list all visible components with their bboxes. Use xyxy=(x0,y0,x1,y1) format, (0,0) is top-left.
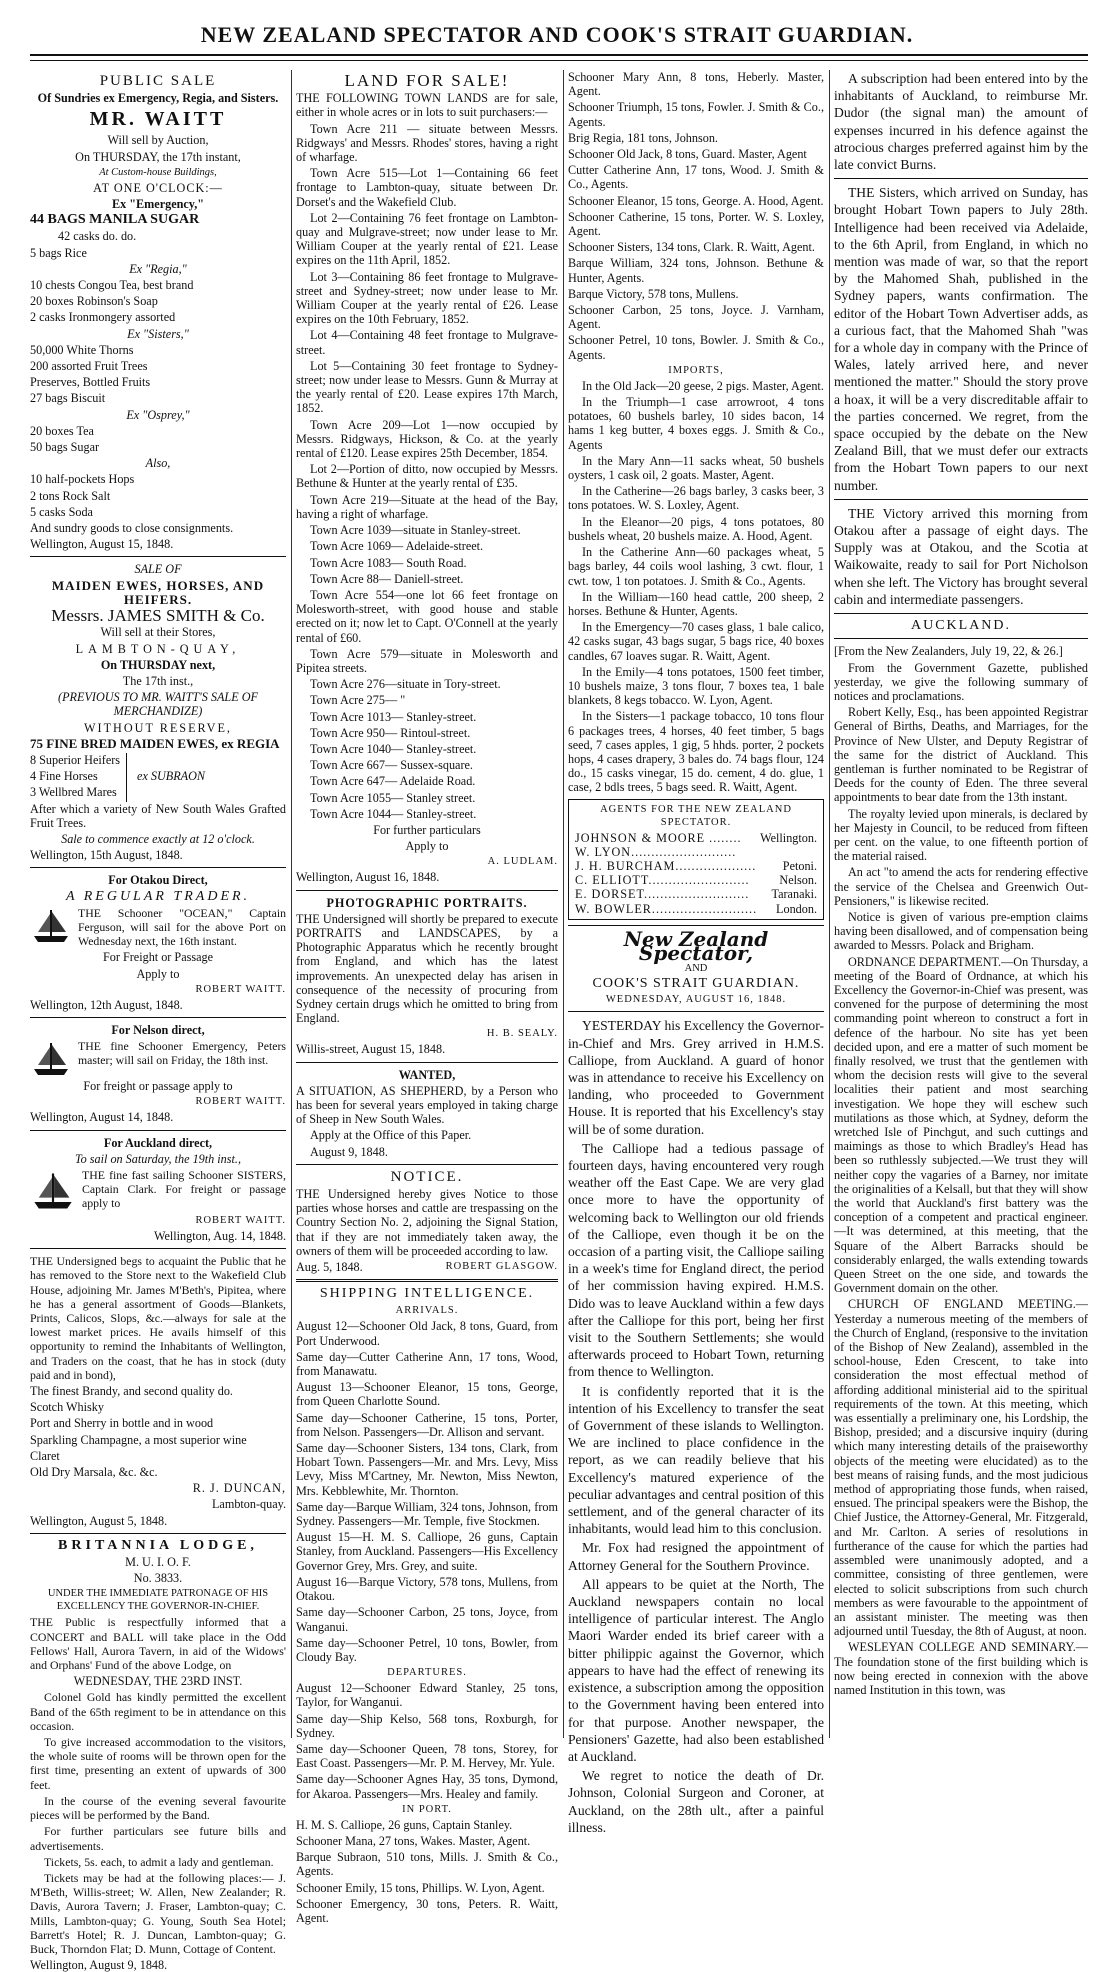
agent-row: JOHNSON & MOORE ........ Wellington. xyxy=(575,830,817,845)
news-para: WESLEYAN COLLEGE AND SEMINARY.—The foundation stone of the first building which is now being erected in connexion with the above named Institution in this town, was xyxy=(834,1640,1088,1697)
apply-to: Apply to xyxy=(136,966,180,981)
heifers-item: 8 Superior Heifers xyxy=(30,752,121,767)
acre-line: Town Acre 276—situate in Tory-street. xyxy=(310,677,501,692)
editorial xyxy=(568,1017,824,1836)
duncan-text: THE Undersigned begs to acquaint the Public that he has removed to the Store next to the Wakefield Club House, adjoining Mr. James M'Beth's, Pipitea, where he has a general assortment of Goods—Blankets, Prints, Calicos, Slops, &c.—always for sale at the lowest market prices. He avails himself of this opportunity to remind the Inhabitants of Wellington, and Traders on the coast, that he has in stock (duty paid and in bond), xyxy=(30,1254,286,1382)
photo-sig: H. B. SEALY. xyxy=(486,1028,558,1040)
arrival-item: August 13—Schooner Eleanor, 15 tons, George, from Queen Charlotte Sound. xyxy=(296,1380,558,1409)
agent-row: W. BOWLER.......................... London. xyxy=(575,901,817,916)
ocean-text: THE Schooner "OCEAN," Captain Ferguson, will sail for the above Port on Wednesday next, the 16th instant. xyxy=(78,905,286,949)
notice-text: THE Undersigned hereby gives Notice to those parties whose horses and cattle are trespassing on the Country Section No. 2, adjoining the Signal Station, that if they are not immediately taken away, the owners of them will be proceeded according to law. xyxy=(296,1187,558,1258)
agent-row: J. H. BURCHAM.................... Petoni. xyxy=(575,858,817,873)
arrival-item: Same day—Schooner Carbon, 25 tons, Joyce, from Wanganui. xyxy=(296,1605,558,1634)
acre-line: Town Acre 950— Rintoul-street. xyxy=(310,725,471,740)
emergency-ad xyxy=(30,1039,286,1079)
osprey-item: 20 boxes Tea xyxy=(30,423,94,438)
freight-line: For Freight or Passage xyxy=(102,950,213,965)
news-para: THE Sisters, which arrived on Sunday, has brought Hobart Town papers to July 28th. Intelligence had been received via Adelaide, to the 6th April, from England, in which no mention was made of war, so that the report by the Mahomed Shah, published in the Sydney papers, wants confirmation. The editor of the Hobart Town Advertiser adds, as a curious fact, that the Mahomed Shah "was for a whole day in company with the Prince of Wales, lately arrived here, and never mentioned the matter." Should the story prove a hoax, it will be a very discreditable affair to the parties concerned. We regret, from the space occupied by the debate on the New Zealand Bill, that we must defer our extracts from the Hobart Town papers to our next number. xyxy=(834,185,1088,493)
waitt-sig: ROBERT WAITT. xyxy=(195,983,286,995)
divider xyxy=(30,1130,286,1131)
land-title: LAND FOR SALE! xyxy=(344,71,510,90)
divider xyxy=(30,1533,286,1534)
regia-item: 2 casks Ironmongery assorted xyxy=(30,310,176,325)
land-para: Town Acre 219—Situate at the head of the Bay, having a right of wharfage. xyxy=(296,492,558,521)
arrival-item: August 15—H. M. S. Calliope, 26 guns, Captain Stanley, from Auckland. Passengers—His Excellency Governor Grey, Mrs. Grey, and suite. xyxy=(296,1530,558,1573)
acre-line: Town Acre 88— Daniell-street. xyxy=(310,571,464,586)
in-port-item: Schooner Mana, 27 tons, Wakes. Master, Agent. xyxy=(296,1833,531,1848)
departure-item: Same day—Schooner Agnes Hay, 35 tons, Dymond, for Akaroa. Passengers—Mrs. Healey and family. xyxy=(296,1772,558,1801)
in-port-item: Schooner Petrel, 10 tons, Bowler. J. Smith & Co., Agents. xyxy=(568,333,824,362)
ex-sisters: Ex "Sisters," xyxy=(127,326,189,341)
in-port-item: Schooner Mary Ann, 8 tons, Heberly. Master, Agent. xyxy=(568,70,824,99)
agent-row: E. DORSET.......................... Taranaki. xyxy=(575,887,817,902)
notice-title: NOTICE. xyxy=(390,1168,464,1185)
also-item: 2 tons Rock Salt xyxy=(30,488,111,503)
smith-date: Wellington, 15th August, 1848. xyxy=(30,848,183,863)
news-para: A subscription had been entered into by the inhabitants of Auckland, to reimburse Mr. Dudor (the signal man) the amount of expenses incurred in his defence against the atrocious charges preferred against him by the late convict Burns. xyxy=(834,71,1088,173)
after-line: After which a variety of New South Wales Grafted Fruit Trees. xyxy=(30,801,286,830)
arrivals-heading: ARRIVALS. xyxy=(395,1305,459,1317)
regular-trader: A REGULAR TRADER. xyxy=(65,888,251,904)
smith-stores: Will sell at their Stores, xyxy=(100,625,216,640)
acre-line: Town Acre 1039—situate in Stanley-street. xyxy=(310,523,521,538)
divider xyxy=(296,1279,558,1282)
sugar-line: 44 BAGS MANILA SUGAR xyxy=(30,212,200,228)
sale-date: On THURSDAY, the 17th instant, xyxy=(75,149,241,164)
land-para: Lot 4—Containing 48 feet frontage to Mulgrave-street. xyxy=(296,328,558,357)
divider xyxy=(30,1248,286,1249)
paper-and: AND xyxy=(684,963,708,975)
regia-item: 10 chests Congou Tea, best brand xyxy=(30,278,194,293)
land-para: Lot 2—Portion of ditto, now occupied by Messrs. Bethune & Hunter at the yearly rental of £35. xyxy=(296,462,558,491)
auckland-heading: For Auckland direct, xyxy=(103,1135,213,1150)
import-item: In the Catherine Ann—60 packages wheat, 5 bags barley, 44 coils wool lashing, 3 cwt. flour, 1 cwt. tow, 1 ton potatoes. J. Smith & Co., Agents. xyxy=(568,545,824,588)
news-para: Robert Kelly, Esq., has been appointed Registrar General of Births, Deaths, and Marriages, for the Province of New Ulster, and Deputy Registrar of the same for the district of Auckland. This gentleman is further nominated to be Registrar of Deeds for the county of Eden. The three several appointments to bear date from the 13th instant. xyxy=(834,705,1088,805)
import-item: In the Catherine—26 bags barley, 3 casks beer, 3 tons potatoes. W. S. Loxley, Agent. xyxy=(568,484,824,513)
duncan-item: Old Dry Marsala, &c. &c. xyxy=(30,1465,158,1480)
sale-time: AT ONE O'CLOCK:— xyxy=(93,180,223,195)
divider xyxy=(834,178,1088,179)
otakou-heading: For Otakou Direct, xyxy=(108,873,208,888)
import-item: In the Emily—4 tons potatoes, 1500 feet timber, 10 bushels maize, 3 tons flour, 7 boxes tea, 1 bale blankets, 8 kegs tobacco. W. Lyon, Agent. xyxy=(568,664,824,708)
also-item: 5 casks Soda xyxy=(30,504,93,519)
also: Also, xyxy=(145,456,171,471)
arrival-item: Same day—Cutter Catherine Ann, 17 tons, Wood, from Manawatu. xyxy=(296,1349,558,1379)
auctioneer-name: MR. WAITT xyxy=(89,108,227,131)
wanted-apply: Apply at the Office of this Paper. xyxy=(310,1128,472,1143)
thursday-next: On THURSDAY next, xyxy=(100,657,216,672)
ball-para: For further particulars see future bills and advertisements. xyxy=(30,1824,286,1853)
column-divider xyxy=(563,70,564,1738)
wanted-title: WANTED, xyxy=(398,1067,456,1082)
divider xyxy=(834,613,1088,614)
departure-item: Same day—Ship Kelso, 568 tons, Roxburgh, for Sydney. xyxy=(296,1711,558,1740)
news-para: From the Government Gazette, published yesterday, we give the following summary of notices and proclamations. xyxy=(834,660,1088,703)
osprey-item: 50 bags Sugar xyxy=(30,440,100,455)
in-port-item: Schooner Carbon, 25 tons, Joyce. J. Varnham, Agent. xyxy=(568,303,824,332)
in-port-heading: IN PORT. xyxy=(402,1803,452,1815)
masthead-rule xyxy=(30,54,1088,56)
column-3 xyxy=(568,70,824,1835)
emergency-text: THE fine Schooner Emergency, Peters master; will sail on Friday, the 18th inst. xyxy=(78,1039,286,1068)
column-divider xyxy=(829,70,830,1738)
lodge-no: No. 3833. xyxy=(133,1571,183,1586)
editorial-para: It is confidently reported that it is the intention of his Excellency to transfer the seat of Government of these islands to Wellington. We are inclined to place confidence in the report, as we can readily believe that his Excellency's matured experience of the peculiar advantages and central position of this settlement, and of the general character of its inhabitants, would lead him to this conclusion. xyxy=(568,1383,824,1537)
further-line: For further particulars xyxy=(373,822,481,837)
divider xyxy=(568,925,824,926)
heifers-group xyxy=(30,753,286,802)
news-top xyxy=(834,70,1088,608)
regia-item: 20 boxes Robinson's Soap xyxy=(30,294,158,309)
acre-line: Town Acre 1040— Stanley-street. xyxy=(310,741,477,756)
divider xyxy=(568,1011,824,1012)
departure-item: August 12—Schooner Edward Stanley, 25 tons, Taylor, for Wanganui. xyxy=(296,1681,558,1710)
land-para: Lot 3—Containing 86 feet frontage to Mulgrave-street and Sydney-street; now under lease to Mr. William Couper at the yearly rental of £26. Lease expires on the 10th February, 1852. xyxy=(296,269,558,327)
divider xyxy=(296,1062,558,1063)
acre-line: Town Acre 667— Sussex-square. xyxy=(310,758,473,773)
divider xyxy=(30,556,286,557)
in-port-item: Schooner Sisters, 134 tons, Clark. R. Waitt, Agent. xyxy=(568,240,815,255)
ship-icon xyxy=(30,1168,76,1214)
nelson-heading: For Nelson direct, xyxy=(111,1022,205,1037)
divider xyxy=(296,890,558,891)
in-port-item: Barque Victory, 578 tons, Mullens. xyxy=(568,286,739,301)
previous-line: (PREVIOUS TO MR. WAITT'S SALE OF MERCHANDIZE) xyxy=(58,690,258,719)
sale-of: SALE OF xyxy=(134,562,182,577)
auckland-title: AUCKLAND. xyxy=(910,618,1012,634)
paper-date: WEDNESDAY, AUGUST 16, 1848. xyxy=(605,994,787,1006)
news-para: ORDNANCE DEPARTMENT.—On Thursday, a meeting of the Board of Ordnance, at which his Excellency the Governor-in-Chief was present, was convened for the purpose of determining the most commanding point whereon to construct a fort in defence of the harbour. No site has yet been decided upon, and ere a matter of such moment be finally resolved, we trust that the gentlemen with whom the decision rests will give to the several localities their patient and most searching investigation. We hope they will eschew such mutilations as those which, at Sydney, deform the wretched Isle of Pinchgut, and such cuttings and maimings as those to which Bradley's Head has been so ruthlessly subjected.—We trust they will neither copy the vagaries of a Barney, nor imitate the originalities of a Kelsall, but that they will show the world that Auckland's first battery was the conception of a competent and practical engineer.—It was determined, at this meeting, that the Square of the Albert Barracks should be considerably enlarged, the walls extending towards Queen Street on the one side, and towards the Government domain on the other. xyxy=(834,954,1088,1296)
masthead-rule-thin xyxy=(30,60,1088,61)
news-para: The royalty levied upon minerals, is declared by her Majesty in Council, to be reduced from fifteen per cent. on the value, to one fifteenth portion of the material raised. xyxy=(834,806,1088,864)
divider xyxy=(296,1164,558,1165)
ewes-line: 75 FINE BRED MAIDEN EWES, ex REGIA xyxy=(30,735,280,751)
commence-line: Sale to commence exactly at 12 o'clock. xyxy=(61,831,255,846)
duncan-item: The finest Brandy, and second quality do. xyxy=(30,1384,233,1399)
sisters-ad xyxy=(30,1168,286,1214)
sale-venue: At Custom-house Buildings, xyxy=(99,166,217,178)
ex-emergency: Ex "Emergency," xyxy=(111,197,205,212)
in-port-item: Schooner Catherine, 15 tons, Porter. W. S. Loxley, Agent. xyxy=(568,209,824,239)
divider xyxy=(30,867,286,868)
duncan-item: Scotch Whisky xyxy=(30,1400,104,1415)
heifers-item: 4 Fine Horses xyxy=(30,769,98,784)
dateline: Wellington, August 15, 1848. xyxy=(30,537,174,552)
arrival-item: August 12—Schooner Old Jack, 8 tons, Guard, from Port Underwood. xyxy=(296,1319,558,1348)
arrival-item: August 16—Barque Victory, 578 tons, Mullens, from Otakou. xyxy=(296,1574,558,1604)
ewes-title: MAIDEN EWES, HORSES, AND HEIFERS. xyxy=(51,577,265,607)
land-intro: THE FOLLOWING TOWN LANDS are for sale, either in whole acres or in lots to suit purchasers:— xyxy=(296,91,558,120)
editorial-para: YESTERDAY his Excellency the Governor-in-Chief and Mrs. Grey arrived in H.M.S. Calliope, from Auckland. A guard of honor was in attendance to receive his Excellency on landing, who proceeded to Government House. It is reported that his Excellency's stay will be of some duration. xyxy=(568,1018,824,1137)
land-para: Town Acre 579—situate in Molesworth and Pipitea streets. xyxy=(296,646,558,675)
ball-date2: Wellington, August 9, 1848. xyxy=(30,1958,168,1972)
in-port-item: Schooner Emily, 15 tons, Phillips. W. Lyon, Agent. xyxy=(296,1880,545,1895)
land-para: Lot 2—Containing 76 feet frontage on Lambton-quay and Mulgrave-street; now under lease to Mr. William Couper at the yearly rental of £21. Lease expires on the 11th April, 1852. xyxy=(296,210,558,268)
acre-line: Town Acre 275— " xyxy=(310,693,406,708)
masthead: NEW ZEALAND SPECTATOR AND COOK'S STRAIT GUARDIAN. xyxy=(200,22,914,47)
acre-line: Town Acre 1055— Stanley street. xyxy=(310,790,476,805)
ludlam-sig: A. LUDLAM. xyxy=(487,856,558,868)
smith-name: Messrs. JAMES SMITH & Co. xyxy=(51,606,265,626)
apply-line: Apply to xyxy=(405,839,449,854)
sundry-line: And sundry goods to close consignments. xyxy=(30,521,234,536)
rice-line: 5 bags Rice xyxy=(30,245,87,260)
agents-title: AGENTS FOR THE NEW ZEALAND SPECTATOR. xyxy=(600,803,792,828)
ball-para: Tickets may be had at the following places:— J. M'Beth, Willis-street; W. Allen, New Zealander; R. Davis, Aurora Tavern; J. Fraser, Lambton-quay; C. Mills, Lambton-quay; G. Young, South Sea Hotel; Barrett's Hotel; R. J. Duncan, Lambton-quay; G. Buck, Thorndon Flat; D. Munn, Cottage of Content. xyxy=(30,1870,286,1956)
ship-icon xyxy=(30,906,72,946)
ball-date: WEDNESDAY, THE 23RD INST. xyxy=(73,1674,243,1689)
in-port-item: Brig Regia, 181 tons, Johnson. xyxy=(568,130,718,145)
agents-box xyxy=(568,799,824,920)
land-para: Town Acre 211 — situate between Messrs. Ridgways' and Messrs. Rhodes' stores, having a right of wharfage. xyxy=(296,121,558,165)
acre-line: Town Acre 1044— Stanley-street. xyxy=(310,806,477,821)
sundries-line: Of Sundries ex Emergency, Regia, and Sisters. xyxy=(37,91,279,106)
sisters-item: 200 assorted Fruit Trees xyxy=(30,359,148,374)
acre-line: Town Acre 1069— Adelaide-street. xyxy=(310,539,484,554)
land-para: Town Acre 209—Lot 1—now occupied by Messrs. Ridgways, Hickson, & Co. at the yearly rental of £120. Lease expires 25th December, 1854. xyxy=(296,417,558,461)
ball-para: Tickets, 5s. each, to admit a lady and gentleman. xyxy=(44,1854,274,1869)
lambton-quay: LAMBTON-QUAY, xyxy=(75,641,241,656)
acre-line: Town Acre 1013— Stanley-street. xyxy=(310,709,477,724)
wanted-date: August 9, 1848. xyxy=(310,1144,388,1159)
arrival-item: Same day—Barque William, 324 tons, Johnson, from Sydney. Passengers—Mr. Temple, five Stockmen. xyxy=(296,1499,558,1529)
duncan-place: Lambton-quay. xyxy=(211,1497,286,1512)
lodge-iuoof: M. U. I. O. F. xyxy=(125,1555,191,1570)
ball-para: Colonel Gold has kindly permitted the excellent Band of the 65th regiment to be in attendance on this occasion. xyxy=(30,1690,286,1733)
editorial-para: The Calliope had a tedious passage of fourteen days, having encountered very rough weather off the East Cape. We are very glad once more to have the opportunity of welcoming back to Wellington our old friends of the Calliope, even though it be on the occasion of a parting visit, the Calliope sailing in a week's time for England direct, the period of her commission having expired. H.M.S. Dido was to leave Auckland within a few days after the Calliope for this port, being her first visit to the Southern Settlements; she would afterwards proceed to Hobart Town, returning from thence to Wellington. xyxy=(568,1140,824,1380)
paper-subtitle: COOK'S STRAIT GUARDIAN. xyxy=(592,976,800,992)
ship-icon xyxy=(30,1039,72,1079)
import-item: In the Old Jack—20 geese, 2 pigs. Master, Agent. xyxy=(582,378,824,393)
news-para: An act "to amend the acts for rendering effective the service of the Chelsea and Greenwich Out-Pensioners," is likewise recited. xyxy=(834,865,1088,908)
land-para: Town Acre 515—Lot 1—Containing 66 feet frontage to Lambton-quay, situate between Dr. Dorset's and the Wakefield Club. xyxy=(296,166,558,209)
arrival-item: Same day—Schooner Catherine, 15 tons, Porter, from Nelson. Passengers—Dr. Allison and servant. xyxy=(296,1410,558,1439)
arrival-item: Same day—Schooner Sisters, 134 tons, Clark, from Hobart Town. Passengers—Mr. and Mrs. Levy, Miss Levy, Miss M'Cartney, Mr. Newton, Miss Newton, Mrs. Kebblewhite, Mr. Thornton. xyxy=(296,1441,558,1498)
column-4 xyxy=(834,70,1088,1738)
lodge-name: BRITANNIA LODGE, xyxy=(58,1537,258,1553)
sisters-text: THE fine fast sailing Schooner SISTERS, Captain Clark. For freight or passage apply to xyxy=(82,1167,286,1211)
will-sell: Will sell by Auction, xyxy=(107,133,209,148)
news-para: CHURCH OF ENGLAND MEETING.—Yesterday a numerous meeting of the members of the Church of England, (responsive to the invitation of the Bishop of New Zealand), assembled in the school-house, Eden Crescent, to take into consideration the most effectual method of affording additional ministerial aid to the spiritual requirements of the town. At this meeting, which was essentially a preliminary one, his Lordship, the Bishop, presided; and a discursive inquiry (during which many interesting details of the praiseworthy objects of the meeting were elucidated) as to the best means of raising funds, and the most judicious method of appropriating those funds, when raised, ensued. The principal speakers were the Bishop, the Chief Justice, the Attorney-General, Mr. Fitzgerald, and Mr. Carlton. A series of resolutions in furtherance of the cause for which the parties had assembled were unanimously adopted, and a committee, consisting of three gentlemen, were elected to solicit subscriptions from such church members as were favourable to the appointment of an assistant minister. The meeting was then adjourned until Tuesday, the 8th of August, at noon. xyxy=(834,1297,1088,1639)
in-port-item: Schooner Triumph, 15 tons, Fowler. J. Smith & Co., Agents. xyxy=(568,100,824,129)
in-port-item: Schooner Emergency, 30 tons, Peters. R. Waitt, Agent. xyxy=(296,1896,558,1925)
news-para: THE Victory arrived this morning from Otakou after a passage of eight days. The Supply was at Otakou, and the Scotia at Waikowaite, ready to sail for Port Nicholson when she left. The Victory has brought several cabin and intermediate passengers. xyxy=(834,505,1088,607)
auckland-source: [From the New Zealanders, July 19, 22, & 26.] xyxy=(834,644,1063,659)
divider xyxy=(30,1017,286,1018)
column-divider xyxy=(291,70,292,1738)
waitt-sig: ROBERT WAITT. xyxy=(195,1214,286,1226)
imports-heading: IMPORTS, xyxy=(668,364,724,376)
wanted-text: A SITUATION, AS SHEPHERD, by a Person who has been for several years employed in taking charge of Sheep in New South Wales. xyxy=(296,1083,558,1127)
in-port-item: Schooner Old Jack, 8 tons, Guard. Master, Agent xyxy=(568,147,807,162)
photo-title: PHOTOGRAPHIC PORTRAITS. xyxy=(326,895,528,910)
ocean-date: Wellington, 12th August, 1848. xyxy=(30,997,183,1012)
departure-item: Same day—Schooner Queen, 78 tons, Storey, for East Coast. Passengers—Mr. P. M. Hervey, Mr. Yule. xyxy=(296,1741,558,1771)
ball-para: To give increased accommodation to the visitors, the whole suite of rooms will be thrown open for the first time, presenting an extent of upwards of 300 feet. xyxy=(30,1735,286,1792)
in-port-item: Barque Subraon, 510 tons, Mills. J. Smith & Co., Agents. xyxy=(296,1850,558,1879)
editorial-para: Mr. Fox had resigned the appointment of Attorney General for the Southern Province. xyxy=(568,1540,824,1573)
land-para: Lot 5—Containing 30 feet frontage to Sydney-street; now under lease to Messrs. Gunn & Murray at the yearly rental of £20. Lease expires 17th March, 1852. xyxy=(296,358,558,416)
import-item: In the Mary Ann—11 sacks wheat, 50 bushels oysters, 1 cask oil, 2 goats. Master, Agent. xyxy=(568,453,824,483)
ocean-ad xyxy=(30,906,286,951)
in-port-item: Schooner Eleanor, 15 tons, George. A. Hood, Agent. xyxy=(568,193,824,208)
import-item: In the Sisters—1 package tobacco, 10 tons flour 6 packages trees, 4 horses, 40 feet timber, 5 bags seed, 7 cases apples, 1 gig, 5 hhds. porter, 2 pockets hops, 4 cases drapery, 3 bales do. 74 bags flour, 124 do., 15 casks vinegar, 15 do. cement, 4 do. glue, 1 case, 2 bdls trees, 5 bags seed. R. Waitt, Agent. xyxy=(568,709,824,795)
duncan-item: Claret xyxy=(30,1448,60,1463)
public-sale-heading: PUBLIC SALE xyxy=(99,73,217,89)
shipping-title: SHIPPING INTELLIGENCE. xyxy=(319,1286,535,1302)
ex-regia: Ex "Regia," xyxy=(129,261,187,276)
photo-text: THE Undersigned will shortly be prepared to execute PORTRAITS and LANDSCAPES, by a Photographic Apparatus which he recently brought from England, and which has the latest improvements. An unexpected delay has arisen in consequence of the necessity of procuring from Sydney certain drugs which he omitted to bring from England. xyxy=(296,911,558,1026)
duncan-date: Wellington, August 5, 1848. xyxy=(30,1513,168,1528)
freight2-line: For freight or passage apply to xyxy=(83,1079,233,1094)
editorial-para: All appears to be quiet at the North, The Auckland newspapers contain no local intelligence of particular interest. The Anglo Maori Warder ended its brief career with a bitter philippic against the Governor, which appears to have had the effect of renewing its existence, a subscription among the opposition to the Government having been entered into for that purpose. Another newspaper, the Pensioners' Gazette, had also been established at Auckland. xyxy=(568,1576,824,1764)
in-port-item: H. M. S. Calliope, 26 guns, Captain Stanley. xyxy=(296,1817,513,1832)
emergency-date: Wellington, August 14, 1848. xyxy=(30,1110,174,1125)
divider xyxy=(834,499,1088,500)
sisters-item: 27 bags Biscuit xyxy=(30,391,106,406)
ball-para: In the course of the evening several favourite pieces will be performed by the Band. xyxy=(30,1793,286,1823)
arrival-item: Same day—Schooner Petrel, 10 tons, Bowler, from Cloudy Bay. xyxy=(296,1635,558,1664)
land-para: Town Acre 554—one lot 66 feet frontage on Molesworth-street, with good house and stable erected on it; now let to Capt. O'Connell at the yearly rental of £60. xyxy=(296,587,558,645)
in-port-item: Barque William, 324 tons, Johnson. Bethune & Hunter, Agents. xyxy=(568,256,824,285)
notice-footer xyxy=(296,1260,558,1274)
import-item: In the William—160 head cattle, 200 sheep, 2 horses. Bethune & Hunter, Agents. xyxy=(568,589,824,618)
land-date: Wellington, August 16, 1848. xyxy=(296,870,440,885)
reserve-line: WITHOUT RESERVE, xyxy=(84,720,232,735)
import-item: In the Emergency—70 cases glass, 1 bale calico, 42 casks sugar, 43 bags sugar, 5 bags rice, 40 boxes candles, 67 loaves sugar. R. Waitt, Agent. xyxy=(568,620,824,663)
import-item: In the Eleanor—20 pigs, 4 tons potatoes, 80 bushels wheat, 20 bushels maize. A. Hood, Agent. xyxy=(568,514,824,543)
notice-sig: ROBERT GLASGOW. xyxy=(445,1261,558,1273)
departures-heading: DEPARTURES. xyxy=(387,1667,467,1679)
sail-saturday: To sail on Saturday, the 19th inst., xyxy=(74,1151,242,1166)
column-1 xyxy=(30,70,286,1972)
notice-date: Aug. 5, 1848. xyxy=(296,1260,363,1275)
subraon: ex SUBRAON xyxy=(137,769,206,784)
sisters-date: Wellington, Aug. 14, 1848. xyxy=(153,1228,286,1243)
acre-line: Town Acre 647— Adelaide Road. xyxy=(310,774,476,789)
agent-row: C. ELLIOTT......................... Nelson. xyxy=(575,873,817,888)
acre-line: Town Acre 1083— South Road. xyxy=(310,555,467,570)
casks-line: 42 casks do. do. xyxy=(58,229,137,244)
ex-osprey: Ex "Osprey," xyxy=(126,407,190,422)
editorial-para: We regret to notice the death of Dr. Johnson, Colonial Surgeon and Coroner, at Auckland, on the 28th ult., after a painful illness. xyxy=(568,1768,824,1835)
agent-row: W. LYON.......................... xyxy=(575,844,737,859)
news-para: Notice is given of various pre-emption claims having been disallowed, and of compensation being awarded to Messrs. Polack and Brigham. xyxy=(834,909,1088,953)
duncan-item: Sparkling Champagne, a most superior wine xyxy=(30,1432,247,1447)
duncan-item: Port and Sherry in bottle and in wood xyxy=(30,1416,214,1431)
inst-line: The 17th inst., xyxy=(122,673,194,688)
heifers-item: 3 Wellbred Mares xyxy=(30,785,117,800)
also-item: 10 half-pockets Hops xyxy=(30,472,135,487)
waitt-sig: ROBERT WAITT. xyxy=(195,1096,286,1108)
sisters-item: 50,000 White Thorns xyxy=(30,342,134,357)
sisters-item: Preserves, Bottled Fruits xyxy=(30,375,151,390)
column-2 xyxy=(296,70,558,1925)
paper-title: New Zealand Spectator, xyxy=(623,926,769,965)
duncan-sig: R. J. DUNCAN, xyxy=(192,1481,286,1496)
photo-date: Willis-street, August 15, 1848. xyxy=(296,1042,446,1057)
import-item: In the Triumph—1 case arrowroot, 4 tons potatoes, 60 bushels barley, 10 sides bacon, 14 hams 1 keg butter, 4 boxes eggs. J. Smith & Co., Agents xyxy=(568,395,824,452)
in-port-item: Cutter Catherine Ann, 17 tons, Wood. J. Smith & Co., Agents. xyxy=(568,163,824,192)
ball-text: THE Public is respectfully informed that a CONCERT and BALL will take place in the Odd Fellows' Hall, Aurora Tavern, in aid of the Widows' and Orphans' Fund of the above Lodge, on xyxy=(30,1615,286,1673)
patronage: UNDER THE IMMEDIATE PATRONAGE OF HIS EXCELLENCY THE GOVERNOR-IN-CHIEF. xyxy=(47,1588,269,1613)
divider xyxy=(834,638,1088,639)
